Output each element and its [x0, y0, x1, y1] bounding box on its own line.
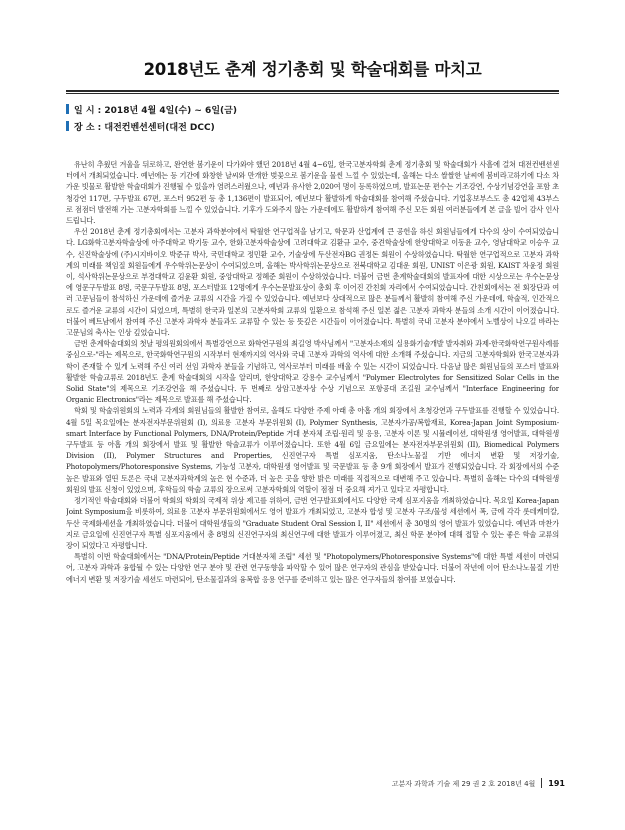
- page-footer: [392, 778, 565, 789]
- place-value: 대전컨벤션센터(대전 DCC): [104, 123, 215, 133]
- page-title: 2018년도 춘계 정기총회 및 학술대회를 마치고: [143, 60, 482, 79]
- paragraph: 특별히 이번 학술대회에서는 "DNA/Protein/Peptide 거대분자체 조립" 세션 및 "Photopolymers/Photoresponsive Systems"에 대한 특별 세션이 마련되어, 고분자 과학과 융합될 수 있는 다양한 연구 분야 및 관련 연구동향을 파악할 수 있어 많은 연구자의 관심을 받았습니다. 더불어 작년에 이어 탄소나노물질 기반 에너지 변환 및 저장기술 세션도 마련되어, 탄소물질과의 융복합 응용 연구를 준비하고 있는 많은 연구자들의 참여를 보였습니다.: [66, 552, 559, 584]
- place-colon: :: [94, 123, 105, 133]
- date-line: [66, 104, 559, 117]
- date-marker: [66, 104, 69, 114]
- title-rule-top: [66, 90, 559, 92]
- place-key: 장 소: [74, 123, 95, 133]
- page-number: 191: [548, 779, 565, 788]
- paragraph: 유난히 추웠던 겨울을 뒤로하고, 완연한 봄기운이 다가와야 했던 2018년 4월 4~6일, 한국고분자학회 춘계 정기총회 및 학술대회가 사흘에 걸쳐 대전컨벤션센터에서 개최되었습니다. 예년에는 등 기간에 화창한 날씨와 만개한 벚꽃으로 봄기운을 물씬 느낄 수 있었는데, 올해는 다소 쌀쌀한 날씨에 봄비라고하기에 다소 차가운 빗물로 활발한 학술대회가 진행될 수 있을까 염려스러웠으나, 예년과 유사한 2,020여 명이 등록하였으며, 발표논문 편수는 기조강연, 수상기념강연을 포함 초청강연 117편, 구두발표 67편, 포스터 952편 등 총 1,136편이 발표되어, 예년보다 활발하게 학술대회를 참여해 주셨습니다. 기업홍보부스도 총 42업체 43부스로 점점더 발전해 가는 고분자학회를 느낄 수 있었습니다. 기후가 도와주지 않는 가운데에도 활발하게 참여해 주신 모든 회원 여러분들에게 본 글을 빌어 감사 인사드립니다.: [66, 160, 559, 226]
- date-colon: :: [94, 106, 105, 116]
- title-block: [66, 60, 559, 80]
- article-body: [66, 159, 559, 764]
- paragraph: 학회 및 학술위원회의 노력과 각계의 회원님들의 활발한 참여로, 올해도 다양한 주제 아래 총 아홉 개의 회장에서 초청강연과 구두발표를 진행할 수 있었습니다. 4월 5일 목요일에는 분자전자부문위원회 (I), 의료용 고분자 부문위원회 (I), Polymer Synthesis, 고분자가공/복합재료, Korea-Japan Joint Symposium-smart Interface by Functional Polymers, DNA/Protein/Peptide 거대 분자체 조립·원리 및 응용, 고분자 이론 및 시뮬레이션, 대학원생 영어발표, 대학원생 구두발표 등 아홉 개의 회장에서 발표 및 활발한 학술교류가 이루어졌습니다. 또한 4월 6일 금요일에는 분자전자부문위원회 (II), Biomedical Polymers Division (II), Polymer Structures and Properties, 신진연구자 특별 심포지움, 탄소나노물질 기반 에너지 변환 및 저장기술, Photopolymers/Photoresponsive Systems, 기능성 고분자, 대학원생 영어발표 및 국문발표 등 총 9개 회장에서 발표가 진행되었습니다. 각 회장에서의 수준 높은 발표와 열띤 토론은 국내 고분자과학계의 높은 현 수준과, 더 높은 곳을 향한 밝은 미래를 직접적으로 대변해 주고 있습니다. 특별히 올해는 다수의 대학원생 회원의 발표 신청이 있었으며, 후학들의 학술 교류의 장으로써 고분자학회의 역할이 점점 더 중요해 져가고 있다고 자평합니다.: [66, 406, 559, 494]
- journal-info: 고분자 과학과 기술 제 29 권 2 호 2018년 4월: [391, 780, 536, 788]
- title-rule-bottom: [66, 93, 559, 94]
- paragraph: 금번 춘계학술대회의 첫날 평의원회의에서 특별강연으로 화학연구원의 최길영 박사님께서 "고분자소재의 실용화기술개발 발자취와 과제-한국화학연구원사례를 중심으로-"라는 제목으로, 한국화학연구원의 시작부터 현재까지의 역사와 국내 고분자 과학의 역사에 대한 소개해 주셨습니다. 지금의 고분자학회와 한국고분자과학이 존재할 수 있게 노력해 주신 여러 선임 과학자 분들을 기념하고, 역사로부터 미래를 배울 수 있는 시간이 되었습니다. 다음날 많은 회원님들의 포스터 발표와 활발한 학술교류로 2018년도 춘계 학술대회의 시작을 알리며, 한양대학교 강용수 교수님께서 "Polymer Electrolytes for Sensitized Solar Cells in the Solid State"의 제목으로 기조강연을 해 주셨습니다. 두 번째로 상암고분자상 수상 기념으로 포항공대 조길원 교수님께서 "Interface Engineering for Organic Electronics"라는 제목으로 발표를 해 주셨습니다.: [66, 339, 559, 405]
- paragraph: 우선 2018년 춘계 정기총회에서는 고분자 과학분야에서 탁월한 연구업적을 남기고, 학문과 산업계에 큰 공헌을 하신 회원님들에게 다수의 상이 수여되었습니다. LG화학고분자학술상에 아주대학교 박기동 교수, 한화고분자학술상에 고려대학교 김환규 교수, 중견학술상에 한양대학교 이동윤 교수, 영남대학교 이승우 교수, 신진학술상에 (주)시지바이오 박준규 박사, 국민대학교 정민환 교수, 기술상에 두산전자BG 권정돈 회원이 수상하였습니다. 탁월한 연구업적으로 고분자 과학계의 미래를 책임질 회원들에게 우수학위논문상이 수여되었으며, 올해는 박사학위논문상으로 전북대학교 김대운 회원, UNIST 이은광 회원, KAIST 차윤정 회원이, 석사학위논문상으로 부경대학교 김윤환 회원, 중앙대학교 정혜준 회원이 수상하였습니다. 더불어 금번 춘계학술대회의 발표자에 대한 시상으로는 우수논문상에 영문구두발표 8명, 국문구두발표 8명, 포스터발표 12명에게 우수논문발표상이 총회 후 이어진 간친회 자리에서 수여되었습니다. 간친회에서는 전 회장단과 여러 고문님들이 참석하신 가운데에 즐거운 교류의 시간을 가질 수 있었습니다. 예년보다 상대적으로 많은 분들께서 활발히 참여해 주신 가운데에, 학술적, 인간적으로도 즐거운 교류의 시간이 되었으며, 특별히 한국과 일본의 고분자학회 교류의 일환으로 참석해 주신 일본 젊은 고분자 과학자 분들의 소개 시간이 이어졌습니다. 더불어 베트남에서 참여해 주신 고분자 과학자 분들과도 교류할 수 있는 등 뜻깊은 시간들이 이어졌습니다. 특별히 국내 고분자 분야에서 노벨상이 나오길 바라는 고문님의 축사는 인상 깊었습니다.: [66, 227, 559, 338]
- paragraph: 정기적인 학술대회와 더불어 학회의 학회의 국제적 위상 제고를 위하여, 금번 연구발표회에서도 다양한 국제 심포지움을 개최하였습니다. 목요일 Korea-Japan Joint Symposium을 비롯하여, 의료용 고분자 부문위원회에서도 영어 발표가 개최되었고, 고분자 합성 및 고분자 구조/물성 세션에서 폭, 금에 각각 롯데케미칼, 두산 국제화세션을 개최하였습니다. 더불어 대학원생들의 "Graduate Student Oral Session I, II" 세션에서 총 30명의 영어 발표가 있었습니다. 예년과 마찬가지로 금요일에 신진연구자 특별 심포지움에서 총 8명의 신진연구자의 최신연구에 대한 발표가 이루어졌고, 최신 학문 분야에 대해 접할 수 있는 좋은 학술 교류의 장이 되었다고 자평합니다.: [66, 496, 559, 550]
- place-line: [66, 121, 559, 134]
- footer-divider: [541, 778, 542, 788]
- date-key: 일 시: [74, 106, 95, 116]
- date-value: 2018년 4월 4일(수) ~ 6일(금): [104, 106, 237, 116]
- place-marker: [66, 121, 69, 131]
